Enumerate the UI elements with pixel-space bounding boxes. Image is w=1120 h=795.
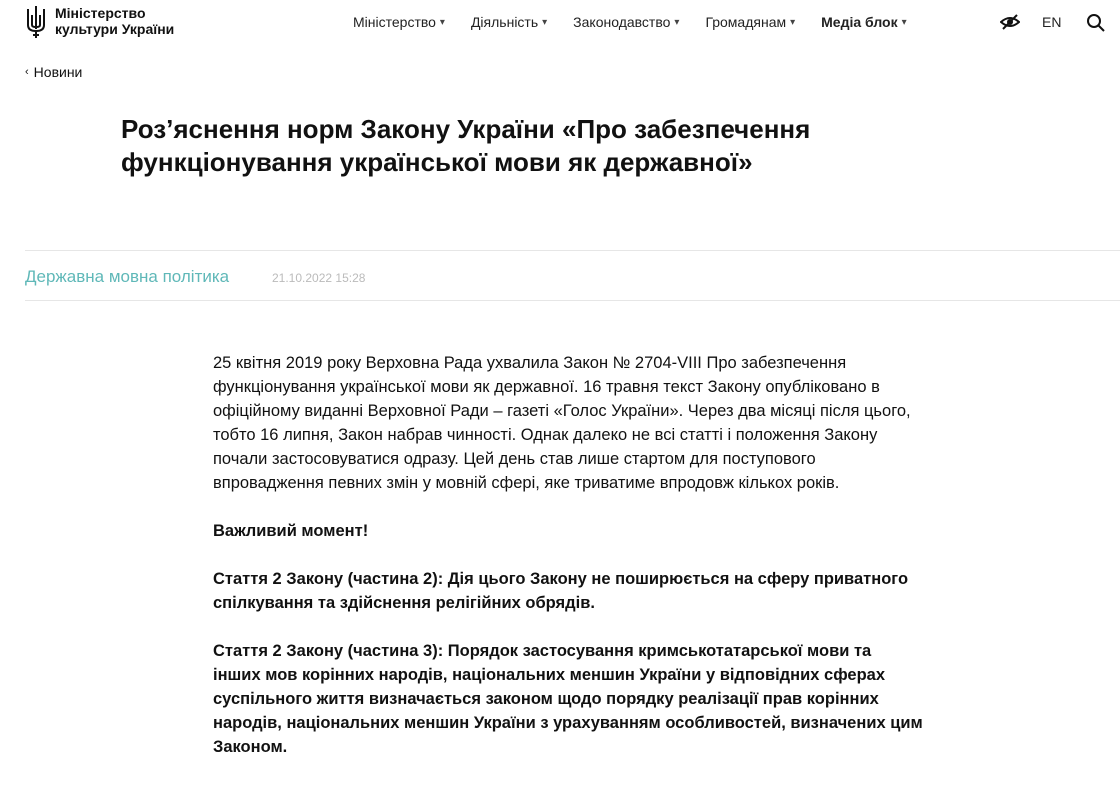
nav-item-media[interactable] — [821, 14, 907, 30]
nav-item-activity[interactable] — [471, 14, 547, 30]
main-nav — [353, 14, 933, 30]
language-switch[interactable]: EN — [1042, 14, 1062, 30]
article-body — [213, 351, 923, 783]
search-icon[interactable] — [1086, 13, 1106, 33]
chevron-left-icon: ‹ — [25, 66, 29, 78]
ministry-logo[interactable] — [25, 5, 174, 39]
nav-item-label: Медіа блок — [821, 14, 898, 30]
article-paragraph: 25 квітня 2019 року Верховна Рада ухвалила Закон № 2704-VIII Про забезпечення функціонування української мови як державної. 16 травня текст Закону опубліковано в офіційному виданні Верховної Ради – газеті «Голос України». Через два місяці після цього, тобто 16 липня, Закон набрав чинності. Однак далеко не всі статті і положення Закону почали застосовуватися одразу. Цей день став лише стартом для поступового впровадження певних змін у мовній сфері, яке триватиме впродовж кількох років. — [213, 354, 911, 492]
page-title: Роз’яснення норм Закону України «Про забезпечення функціонування української мови як державної» — [121, 114, 811, 177]
article-meta — [25, 250, 1120, 301]
category-link[interactable]: Державна мовна політика — [25, 267, 230, 286]
caret-down-icon: ▾ — [790, 16, 796, 28]
caret-down-icon: ▾ — [901, 16, 907, 28]
breadcrumb-label: Новини — [33, 64, 83, 80]
article-paragraph: Стаття 2 Закону (частина 3): Порядок застосування кримськотатарської мови та інших мов корінних народів, національних меншин України у відповідних сферах суспільного життя визначається законом щодо порядку реалізації прав корінних народів, національних меншин України з урахуванням особливостей, визначених цим Законом. — [213, 642, 923, 756]
article-paragraph: Стаття 2 Закону (частина 2): Дія цього Закону не поширюється на сферу приватного спілкування та здійснення релігійних обрядів. — [213, 570, 909, 612]
article-paragraph: Важливий момент! — [213, 522, 369, 540]
nav-item-ministry[interactable] — [353, 14, 445, 30]
breadcrumb[interactable] — [25, 64, 82, 80]
nav-item-citizens[interactable] — [705, 14, 795, 30]
publish-date: 21.10.2022 15:28 — [272, 271, 366, 285]
site-header — [0, 0, 1120, 46]
caret-down-icon: ▾ — [439, 16, 445, 28]
nav-item-label: Міністерство — [353, 14, 436, 30]
eye-slash-icon[interactable] — [1000, 12, 1020, 32]
logo-line2: культури України — [55, 21, 175, 37]
caret-down-icon: ▾ — [674, 16, 680, 28]
logo-line1: Міністерство — [55, 5, 146, 21]
nav-item-label: Діяльність — [470, 14, 539, 30]
nav-item-label: Законодавство — [573, 14, 671, 30]
nav-item-legislation[interactable] — [573, 14, 679, 30]
nav-item-label: Громадянам — [705, 14, 787, 30]
caret-down-icon: ▾ — [542, 16, 548, 28]
trident-icon — [25, 5, 47, 39]
